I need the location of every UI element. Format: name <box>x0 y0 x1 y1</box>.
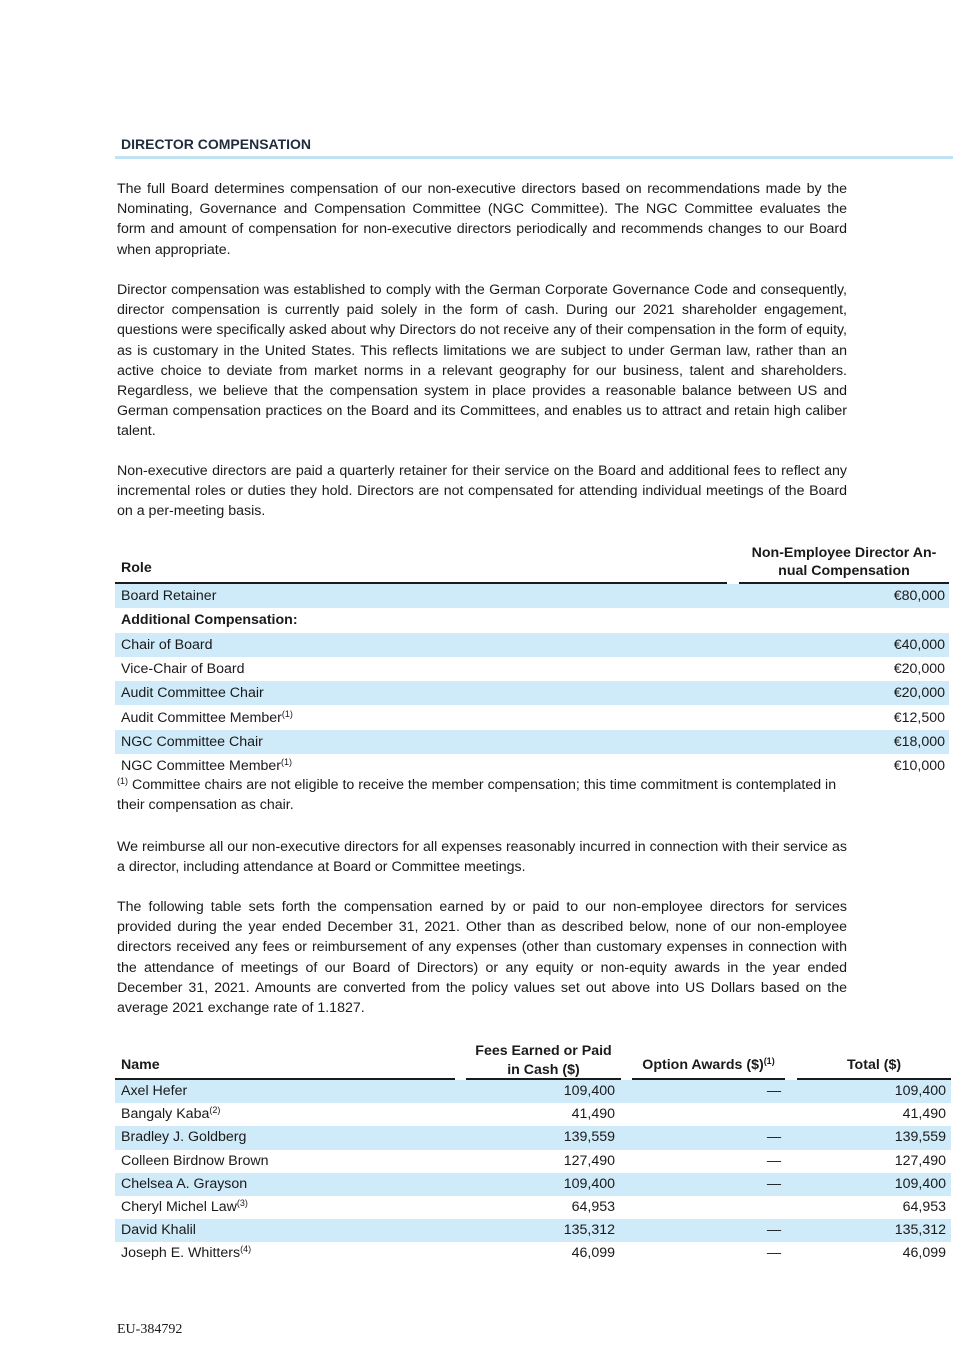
total-cell: 127,490 <box>894 1152 946 1169</box>
director-name-cell <box>121 1129 246 1145</box>
director-name: Cheryl Michel Law <box>121 1198 237 1215</box>
total-cell: 139,559 <box>894 1129 946 1146</box>
role-name: Audit Committee Chair <box>121 685 264 702</box>
page-identifier: EU-384792 <box>117 1322 183 1337</box>
director-row <box>115 1126 951 1149</box>
role-name: Board Retainer <box>121 588 217 605</box>
role-name: NGC Committee Member <box>121 758 282 775</box>
option-awards-cell: — <box>766 1083 781 1099</box>
fees-cell: 135,312 <box>563 1222 615 1239</box>
option-awards-header: Option Awards ($)$^{(1)}$ <box>632 1040 785 1080</box>
total-cell: 109,400 <box>894 1175 946 1192</box>
paragraph-governance-code: Director compensation was established to comply with the German Corporate Governance Code and consequently, director compensation is currently paid solely in the form of cash. During our 2021 shareholder engagement, questions were specifically asked about why Directors do not receive any of their compensation in the form of equity, as is customary in the United States. This reflects limitations we are subject to under German law, rather than an active choice to deviate from market norms in a relevant geography for our business, talent and shareholders. Regardless, we believe that the compensation system in place provides a reasonable balance between US and German compensation practices on the Board and its Committees, and enables us to attract and retain high caliber talent. <box>117 282 847 440</box>
role-compensation-value: €40,000 <box>893 636 945 653</box>
director-name-cell <box>121 1106 220 1122</box>
fees-cell: 109,400 <box>563 1175 615 1192</box>
director-row <box>115 1242 951 1265</box>
section-title: DIRECTOR COMPENSATION <box>115 136 953 159</box>
paragraph-reimbursement: We reimburse all our non-executive directors for all expenses reasonably incurred in connection with their service as a director, including attendance at Board or Committee meetings. <box>117 839 847 876</box>
role-name: Additional Compensation: <box>121 612 298 629</box>
role-compensation-value: €10,000 <box>893 758 945 775</box>
director-row <box>115 1150 951 1173</box>
director-compensation-table <box>115 1040 951 1266</box>
director-name: Colleen Birdnow Brown <box>121 1152 269 1169</box>
role-table-header <box>115 544 949 584</box>
name-header: Name <box>115 1040 455 1080</box>
total-cell: 64,953 <box>902 1198 946 1215</box>
director-name-cell <box>121 1153 268 1169</box>
fees-cell: 64,953 <box>571 1198 615 1215</box>
total-cell: 46,099 <box>902 1245 946 1262</box>
director-row <box>115 1196 951 1219</box>
role-compensation-value: €20,000 <box>893 685 945 702</box>
director-row <box>115 1219 951 1242</box>
role-name: Vice-Chair of Board <box>121 661 245 678</box>
role-compensation-value: €80,000 <box>893 588 945 605</box>
role-row <box>115 633 949 657</box>
director-name: David Khalil <box>121 1222 196 1239</box>
role-name: Audit Committee Member <box>121 709 282 726</box>
option-awards-cell: — <box>766 1175 781 1192</box>
paragraph-ngc: The full Board determines compensation of our non-executive directors based on recommendations made by the Nominating, Governance and Compensation Committee (NGC Committee). The NGC Committee evaluates the form and amount of compensation for non-executive directors periodically and recommends changes to our Board when appropriate. <box>117 181 847 258</box>
director-row <box>115 1103 951 1126</box>
director-table-body <box>115 1080 951 1266</box>
director-name: Bangaly Kaba <box>121 1106 210 1123</box>
director-name: Axel Hefer <box>121 1083 188 1099</box>
role-compensation-table <box>115 544 949 778</box>
role-row <box>115 608 949 632</box>
role-row <box>115 657 949 681</box>
role-row <box>115 681 949 705</box>
role-compensation-value: €12,500 <box>893 709 945 726</box>
role-compensation-value: €18,000 <box>893 733 945 750</box>
annual-compensation-header: Non-Employee Director An- nual Compensation <box>739 544 949 584</box>
footnote-marker: (4) <box>240 1244 252 1255</box>
option-awards-cell: — <box>766 1129 781 1146</box>
total-cell: 41,490 <box>902 1106 946 1123</box>
paragraph-retainer: Non-executive directors are paid a quarterly retainer for their service on the Board and additional fees to reflect any incremental roles or duties they hold. Directors are not compensated for attending individual meetings of the Board on a per-meeting basis. <box>117 463 847 520</box>
director-name-cell <box>121 1083 187 1099</box>
role-row <box>115 730 949 754</box>
fees-cell: 109,400 <box>563 1083 615 1099</box>
role-table-body <box>115 584 949 778</box>
director-name-cell <box>121 1245 251 1261</box>
fees-cell: 139,559 <box>563 1129 615 1146</box>
total-header: Total ($) <box>797 1040 951 1080</box>
option-awards-cell: — <box>766 1152 781 1169</box>
role-row <box>115 705 949 729</box>
role-row <box>115 584 949 608</box>
fees-cell: 127,490 <box>563 1152 615 1169</box>
role-name: Chair of Board <box>121 636 213 653</box>
director-row <box>115 1173 951 1196</box>
director-name-cell <box>121 1176 247 1192</box>
director-name: Bradley J. Goldberg <box>121 1129 247 1146</box>
option-awards-cell: — <box>766 1222 781 1239</box>
fees-header: Fees Earned or Paid in Cash ($) <box>466 1040 621 1080</box>
option-awards-cell: — <box>766 1245 781 1262</box>
fees-cell: 46,099 <box>571 1245 615 1262</box>
director-table-header <box>115 1040 951 1080</box>
footnote-marker: (2) <box>209 1105 221 1116</box>
paragraph-table-intro: The following table sets forth the compensation earned by or paid to our non-employee directors for services provided during the year ended December 31, 2021. Other than as described below, none of our non-employee directors received any fees or reimbursement of any expenses (other than customary expenses in connection with the attendance of meetings of our Board of Directors) or any equity or non-equity awards in the year ended December 31, 2021. Amounts are converted from the policy values set out above into US Dollars based on the average 2021 exchange rate of 1.1827. <box>117 899 847 1017</box>
total-cell: 109,400 <box>894 1083 946 1099</box>
role-compensation-value: €20,000 <box>893 661 945 678</box>
director-name: Joseph E. Whitters <box>121 1245 241 1262</box>
total-cell: 135,312 <box>894 1222 946 1239</box>
role-header: Role <box>115 544 727 584</box>
footnote-marker: (1) <box>281 757 293 768</box>
fees-cell: 41,490 <box>571 1106 615 1123</box>
footnote-marker: (3) <box>236 1197 248 1208</box>
director-name-cell <box>121 1199 248 1215</box>
director-name: Chelsea A. Grayson <box>121 1175 248 1192</box>
director-name-cell <box>121 1222 196 1238</box>
role-name: NGC Committee Chair <box>121 733 263 750</box>
director-row <box>115 1080 951 1103</box>
role-table-footnote: $^{(1)}$ Committee chairs are not eligible to receive the member compensation; this time commitment is contemplated in their compensation as chair. <box>117 776 837 814</box>
footnote-marker: (1) <box>281 708 293 719</box>
